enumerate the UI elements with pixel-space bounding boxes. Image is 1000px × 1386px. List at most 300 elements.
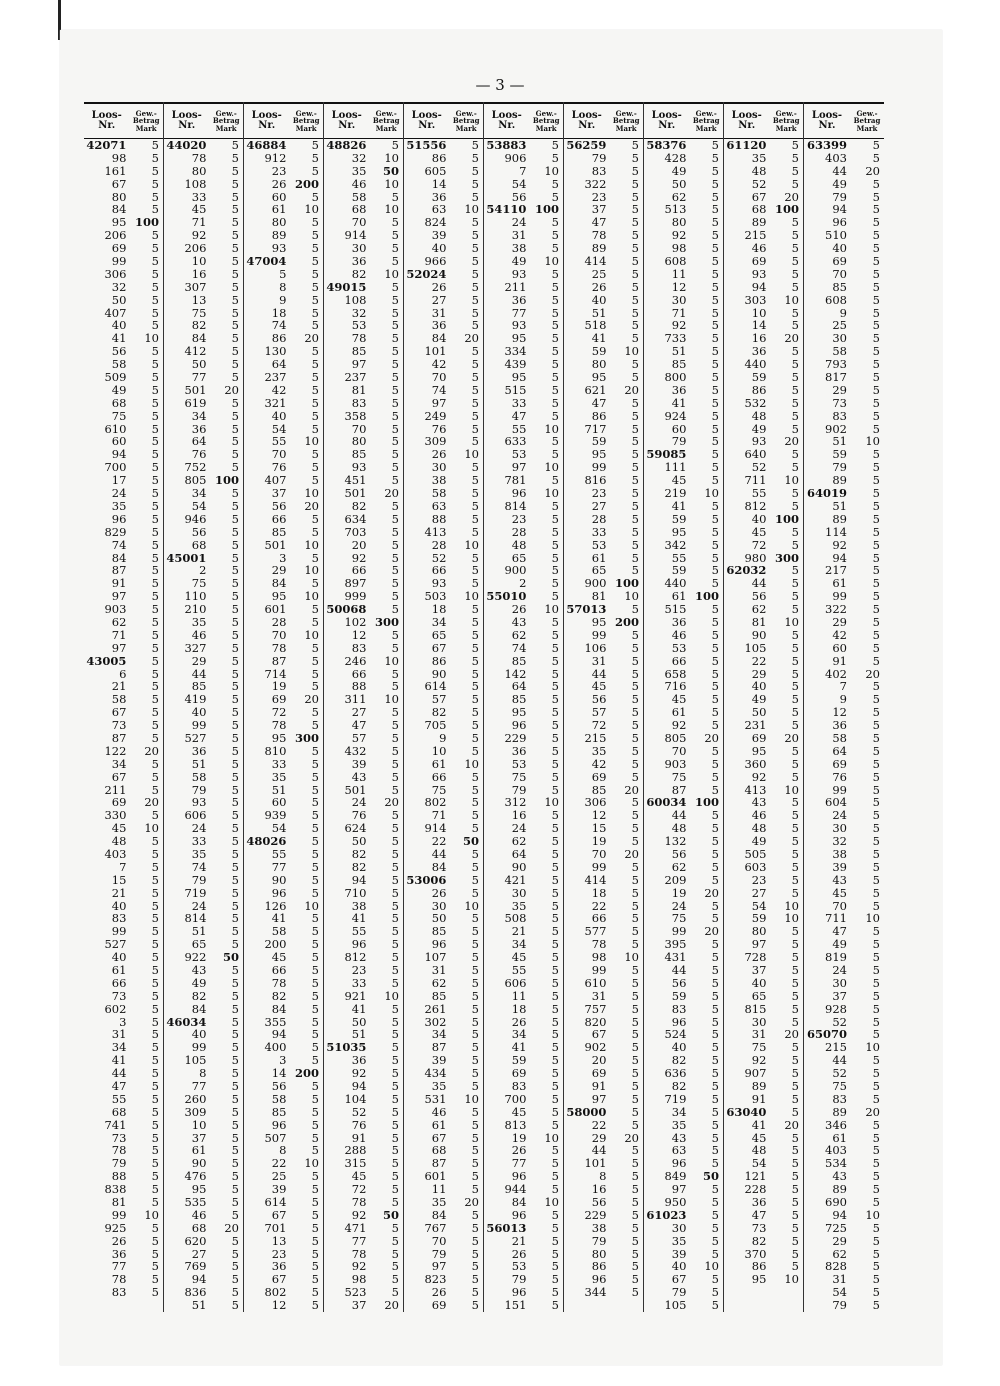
ticket-number: 44	[191, 666, 207, 681]
table-row	[724, 616, 803, 629]
prize-amount: 5	[631, 859, 639, 874]
prize-amount: 5	[551, 756, 559, 771]
prize-amount: 5	[231, 1182, 239, 1197]
ticket-number: 86	[271, 331, 287, 346]
table-row	[324, 384, 403, 397]
ticket-number: 27	[431, 292, 447, 307]
ticket-number: 360	[744, 756, 767, 771]
prize-amount: 5	[872, 1272, 880, 1287]
table-row	[244, 1003, 323, 1016]
ticket-number: 99	[591, 963, 607, 977]
ticket-number: 53	[671, 640, 687, 655]
table-row	[484, 1222, 563, 1235]
prize-amount: 5	[872, 846, 880, 861]
ticket-number: 38	[431, 473, 447, 488]
column-group	[804, 102, 884, 1312]
ticket-number: 77	[271, 859, 287, 874]
ticket-number: 944	[504, 1182, 527, 1197]
header-label: Betrag	[292, 116, 320, 126]
ticket-number: 108	[184, 176, 207, 191]
ticket-number: 515	[664, 602, 687, 617]
table-row	[244, 655, 323, 668]
prize-amount: 5	[872, 408, 880, 423]
ticket-number: 47004	[246, 254, 287, 269]
table-row	[484, 526, 563, 539]
prize-amount: 5	[631, 228, 639, 243]
ticket-number: 56259	[566, 138, 607, 152]
table-row	[564, 1235, 643, 1248]
prize-amount: 5	[231, 576, 239, 591]
ticket-number: 302	[424, 1014, 447, 1029]
table-row	[244, 1299, 323, 1312]
ticket-number: 78	[271, 718, 287, 733]
ticket-number: 77	[111, 1259, 127, 1274]
header-label: Loos-	[331, 109, 362, 121]
table-row	[244, 371, 323, 384]
table-row	[244, 629, 323, 642]
ticket-number: 56	[271, 498, 287, 513]
table-row	[724, 294, 803, 307]
table-row	[564, 268, 643, 281]
table-row	[324, 887, 403, 900]
ticket-number: 99	[111, 1207, 127, 1222]
prize-amount: 5	[471, 215, 479, 230]
ticket-number: 62032	[726, 563, 767, 578]
ticket-number: 87	[431, 1156, 447, 1171]
ticket-number: 914	[424, 821, 447, 836]
ticket-number: 75	[431, 782, 447, 797]
ticket-number: 75	[751, 1040, 767, 1055]
prize-amount: 20	[384, 1298, 399, 1313]
ticket-number: 49	[832, 176, 847, 191]
ticket-number: 68	[111, 395, 127, 410]
ticket-number: 75	[671, 911, 687, 926]
ticket-number: 40	[591, 292, 607, 307]
ticket-number: 66	[671, 653, 687, 668]
ticket-number: 97	[671, 1182, 687, 1197]
table-row	[644, 1209, 723, 1222]
table-row	[644, 887, 723, 900]
ticket-number: 94	[351, 872, 367, 887]
table-row	[164, 1080, 243, 1093]
ticket-number: 142	[504, 666, 527, 681]
ticket-number: 577	[584, 924, 607, 939]
ticket-number: 72	[351, 1182, 367, 1197]
table-row	[84, 152, 163, 165]
table-row	[84, 732, 163, 745]
table-row	[84, 1286, 163, 1299]
ticket-number: 5	[279, 266, 287, 281]
prize-amount: 5	[791, 834, 799, 849]
prize-amount: 5	[151, 1233, 159, 1248]
header-label: Loos-	[171, 109, 202, 121]
prize-amount: 5	[631, 1040, 639, 1055]
prize-amount: 5	[311, 228, 319, 243]
prize-amount: 5	[471, 524, 479, 539]
table-row	[724, 152, 803, 165]
ticket-number: 614	[264, 1195, 287, 1210]
table-row	[564, 629, 643, 642]
ticket-number: 50	[111, 292, 127, 307]
table-row	[324, 655, 403, 668]
prize-amount: 5	[872, 898, 880, 913]
ticket-number: 402	[825, 666, 847, 681]
table-row	[484, 165, 563, 178]
prize-amount: 5	[311, 602, 319, 617]
header-label: Nr.	[178, 120, 196, 131]
ticket-number: 94	[832, 550, 847, 565]
ticket-number: 19	[671, 885, 687, 900]
prize-amount: 5	[311, 718, 319, 733]
prize-amount: 5	[151, 782, 159, 797]
ticket-number: 71	[431, 808, 447, 823]
ticket-number: 67	[271, 1272, 287, 1287]
prize-amount: 5	[231, 150, 239, 165]
ticket-number: 19	[271, 679, 287, 694]
prize-amount: 5	[311, 1207, 319, 1222]
prize-amount: 5	[872, 421, 880, 436]
ticket-number: 412	[184, 344, 207, 359]
ticket-number: 77	[191, 1079, 207, 1094]
table-row	[164, 410, 243, 423]
prize-amount: 100	[694, 589, 719, 604]
prize-amount: 5	[151, 266, 159, 281]
prize-amount: 5	[231, 963, 239, 977]
table-row	[724, 384, 803, 397]
header-gew-betrag	[209, 104, 243, 138]
table-row	[724, 1106, 803, 1119]
ticket-number: 46	[671, 627, 687, 642]
prize-amount: 5	[311, 473, 319, 488]
prize-amount: 5	[872, 872, 880, 887]
ticket-number: 86	[591, 408, 607, 423]
ticket-number: 64	[832, 743, 847, 758]
prize-amount: 5	[391, 730, 399, 745]
table-row	[84, 655, 163, 668]
prize-amount: 5	[791, 666, 799, 681]
table-row	[244, 977, 323, 990]
prize-amount: 5	[711, 292, 719, 307]
ticket-number: 40	[271, 408, 287, 423]
ticket-number: 99	[671, 924, 687, 939]
table-row	[324, 848, 403, 861]
prize-amount: 5	[711, 460, 719, 475]
ticket-number: 78	[111, 1143, 127, 1158]
prize-amount: 10	[784, 898, 799, 913]
prize-amount: 5	[151, 834, 159, 849]
prize-amount: 5	[311, 1104, 319, 1119]
prize-amount: 5	[471, 486, 479, 501]
prize-amount: 300	[774, 550, 799, 565]
ticket-number: 219	[664, 486, 687, 501]
ticket-number: 46884	[246, 138, 287, 152]
ticket-number: 60	[111, 434, 127, 449]
prize-amount: 50	[382, 1207, 399, 1222]
table-row	[324, 397, 403, 410]
table-row	[244, 139, 323, 152]
prize-amount: 5	[631, 1091, 639, 1106]
header-label: Betrag	[692, 116, 720, 126]
ticket-number: 60034	[646, 795, 687, 810]
ticket-number: 56	[751, 589, 767, 604]
table-row	[324, 268, 403, 281]
ticket-number: 823	[424, 1272, 447, 1287]
prize-amount: 5	[231, 1259, 239, 1274]
column-group	[644, 102, 724, 1312]
prize-amount: 5	[391, 1220, 399, 1235]
ticket-number: 89	[271, 228, 287, 243]
ticket-number: 45	[832, 885, 847, 900]
ticket-number: 49015	[326, 279, 367, 294]
prize-amount: 5	[791, 640, 799, 655]
header-label: Betrag	[212, 116, 240, 126]
ticket-number: 95	[751, 1272, 767, 1287]
table-row	[644, 1196, 723, 1209]
prize-amount: 5	[471, 1259, 479, 1274]
ticket-number: 53	[591, 537, 607, 552]
ticket-number: 93	[511, 266, 527, 281]
prize-amount: 5	[872, 254, 880, 269]
prize-amount: 5	[231, 447, 239, 462]
prize-amount: 5	[551, 1246, 559, 1261]
prize-amount: 5	[872, 370, 880, 385]
ticket-number: 97	[111, 589, 127, 604]
table-row	[644, 1080, 723, 1093]
ticket-number: 39	[271, 1182, 287, 1197]
prize-amount: 5	[711, 872, 719, 887]
table-row	[484, 964, 563, 977]
table-row	[804, 139, 884, 152]
prize-amount: 5	[471, 1246, 479, 1261]
ticket-number: 45	[751, 1130, 767, 1145]
ticket-number: 91	[111, 576, 127, 591]
prize-amount: 50	[222, 950, 239, 965]
ticket-number: 812	[344, 950, 367, 965]
ticket-number: 49	[191, 975, 207, 990]
prize-amount: 5	[311, 924, 319, 939]
ticket-number: 22	[591, 898, 607, 913]
prize-amount: 5	[391, 743, 399, 758]
header-label: Gew.-	[375, 108, 397, 118]
table-row	[324, 513, 403, 526]
ticket-number: 414	[584, 254, 607, 269]
ticket-number: 46	[191, 1207, 207, 1222]
column-header	[564, 102, 643, 139]
prize-amount: 5	[311, 344, 319, 359]
prize-amount: 5	[151, 357, 159, 372]
table-row	[404, 771, 483, 784]
ticket-number: 48	[671, 821, 687, 836]
prize-amount: 5	[791, 163, 799, 178]
prize-amount: 10	[544, 254, 559, 269]
ticket-number: 527	[104, 937, 127, 952]
prize-amount: 5	[872, 202, 880, 217]
ticket-number: 66	[271, 963, 287, 977]
prize-amount: 5	[631, 692, 639, 707]
ticket-number: 68	[431, 1143, 447, 1158]
ticket-number: 69	[271, 692, 287, 707]
table-row	[804, 1106, 884, 1119]
prize-amount: 5	[471, 189, 479, 204]
prize-amount: 5	[391, 1195, 399, 1210]
prize-amount: 5	[872, 395, 880, 410]
table-row	[404, 1080, 483, 1093]
prize-amount: 5	[791, 279, 799, 294]
prize-amount: 10	[544, 795, 559, 810]
ticket-number: 68	[351, 202, 367, 217]
ticket-number: 38	[591, 1220, 607, 1235]
header-label: Mark	[535, 123, 557, 133]
ticket-number: 59	[591, 434, 607, 449]
prize-amount: 5	[471, 614, 479, 629]
table-row	[84, 758, 163, 771]
header-gew-betrag	[129, 104, 163, 138]
table-row	[244, 771, 323, 784]
table-row	[564, 771, 643, 784]
prize-amount: 5	[471, 795, 479, 810]
prize-amount: 5	[631, 1079, 639, 1094]
ticket-number: 70	[431, 1233, 447, 1248]
ticket-number: 51	[671, 344, 687, 359]
table-row	[804, 732, 884, 745]
ticket-number: 440	[744, 357, 767, 372]
ticket-number: 23	[511, 511, 527, 526]
prize-amount: 20	[384, 486, 399, 501]
prize-amount: 5	[711, 614, 719, 629]
table-row	[244, 397, 323, 410]
table-row	[164, 255, 243, 268]
prize-amount: 5	[551, 150, 559, 165]
prize-amount: 5	[872, 859, 880, 874]
ticket-number: 52	[431, 550, 447, 565]
ticket-number: 925	[104, 1220, 127, 1235]
ticket-number: 900	[504, 563, 527, 578]
prize-amount: 5	[151, 370, 159, 385]
header-gew-betrag	[689, 104, 723, 138]
prize-amount: 20	[784, 434, 799, 449]
prize-amount: 5	[231, 1066, 239, 1081]
ticket-number: 81	[111, 1195, 127, 1210]
ticket-number: 70	[351, 215, 367, 230]
column-header	[484, 102, 563, 139]
ticket-number: 89	[832, 511, 847, 526]
prize-amount: 5	[311, 795, 319, 810]
table-row	[484, 629, 563, 642]
ticket-number: 46	[751, 808, 767, 823]
prize-amount: 5	[791, 1091, 799, 1106]
header-label: Nr.	[418, 120, 436, 131]
ticket-number: 56	[511, 189, 527, 204]
prize-amount: 5	[311, 963, 319, 977]
table-row	[804, 758, 884, 771]
prize-amount: 5	[231, 614, 239, 629]
ticket-number: 61	[671, 589, 687, 604]
prize-amount: 5	[151, 292, 159, 307]
table-row	[84, 500, 163, 513]
table-row	[484, 281, 563, 294]
table-row	[84, 977, 163, 990]
prize-amount: 20	[464, 1195, 479, 1210]
prize-amount: 10	[304, 627, 319, 642]
ticket-number: 897	[344, 576, 367, 591]
prize-amount: 300	[294, 730, 319, 745]
table-row	[564, 1209, 643, 1222]
ticket-number: 84	[111, 202, 127, 217]
ticket-number: 83	[671, 1001, 687, 1016]
ticket-number: 85	[351, 447, 367, 462]
prize-amount: 5	[471, 846, 479, 861]
prize-amount: 5	[551, 1220, 559, 1235]
prize-amount: 5	[391, 1182, 399, 1197]
ticket-number: 36	[431, 318, 447, 333]
ticket-number: 97	[431, 395, 447, 410]
ticket-number: 634	[344, 511, 367, 526]
column-header	[804, 102, 884, 139]
ticket-number: 2	[519, 576, 527, 591]
ticket-number: 105	[664, 1298, 687, 1313]
ticket-number: 37	[591, 202, 607, 217]
prize-amount: 10	[544, 602, 559, 617]
header-label: Nr.	[338, 120, 356, 131]
prize-amount: 5	[791, 705, 799, 720]
table-row	[324, 1106, 403, 1119]
prize-amount: 5	[471, 808, 479, 823]
ticket-number: 73	[111, 1130, 127, 1145]
prize-amount: 5	[872, 447, 880, 462]
ticket-number: 451	[344, 473, 367, 488]
prize-amount: 5	[791, 150, 799, 165]
prize-amount: 5	[551, 640, 559, 655]
ticket-number: 51	[832, 434, 847, 449]
prize-amount: 5	[311, 859, 319, 874]
table-row	[164, 758, 243, 771]
ticket-number: 805	[184, 473, 207, 488]
ticket-number: 68	[751, 202, 767, 217]
prize-amount: 5	[391, 1066, 399, 1081]
ticket-number: 25	[832, 318, 847, 333]
prize-amount: 20	[704, 924, 719, 939]
ticket-number: 51	[271, 782, 287, 797]
prize-amount: 5	[791, 460, 799, 475]
prize-amount: 5	[311, 640, 319, 655]
table-row	[164, 281, 243, 294]
ticket-number: 51	[832, 498, 847, 513]
table-row	[164, 294, 243, 307]
prize-amount: 5	[391, 563, 399, 578]
ticket-number: 52	[832, 1014, 847, 1029]
ticket-number: 76	[351, 808, 367, 823]
prize-amount: 5	[151, 846, 159, 861]
prize-amount: 5	[391, 769, 399, 784]
table-row	[644, 152, 723, 165]
table-row	[644, 268, 723, 281]
ticket-number: 52	[751, 176, 767, 191]
prize-amount: 5	[151, 279, 159, 294]
prize-amount: 5	[151, 602, 159, 617]
table-row	[404, 1299, 483, 1312]
ticket-number: 73	[751, 1220, 767, 1235]
ticket-number: 78	[351, 331, 367, 346]
table-row	[164, 887, 243, 900]
prize-amount: 5	[791, 975, 799, 990]
prize-amount: 10	[464, 756, 479, 771]
prize-amount: 5	[872, 653, 880, 668]
prize-amount: 5	[311, 988, 319, 1003]
ticket-number: 40	[431, 241, 447, 256]
ticket-number: 89	[832, 1182, 847, 1197]
table-row	[484, 745, 563, 758]
prize-amount: 5	[631, 460, 639, 475]
